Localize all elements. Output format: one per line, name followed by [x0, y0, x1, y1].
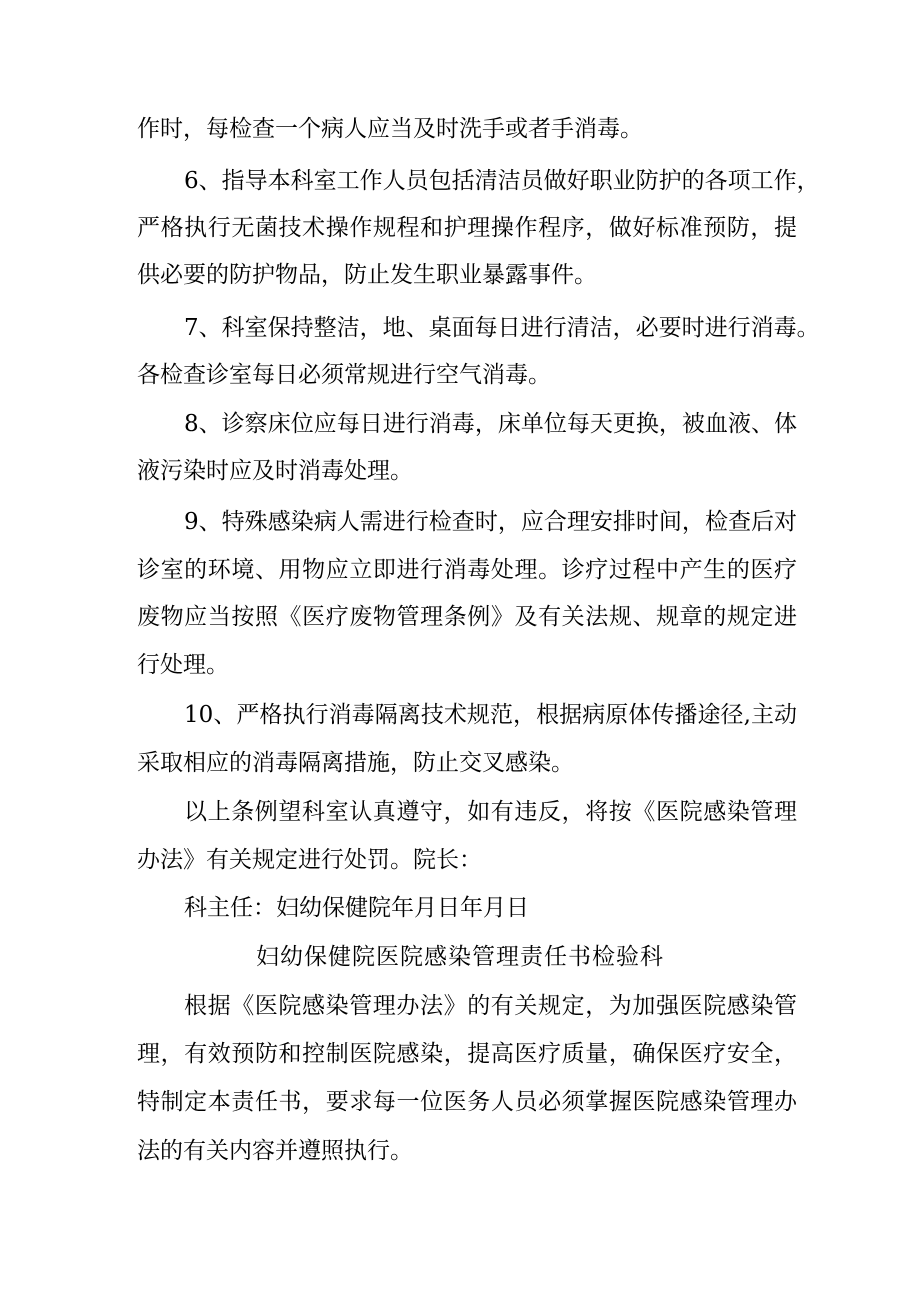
text-line: 9、特殊感染病人需进行检查时，应合理安排时间，检查后对	[184, 509, 797, 535]
text-line: 根据《医院感染管理办法》的有关规定，为加强医院感染管	[184, 993, 797, 1019]
text-line: 供必要的防护物品，防止发生职业暴露事件。	[137, 262, 597, 288]
text-line: 特制定本责任书，要求每一位医务人员必须掌握医院感染管理办	[137, 1089, 797, 1115]
section-title: 妇幼保健院医院感染管理责任书检验科	[256, 944, 664, 970]
text-line: 6、指导本科室工作人员包括清洁员做好职业防护的各项工作，	[184, 168, 820, 194]
text-line: 各检查诊室每日必须常规进行空气消毒。	[137, 362, 551, 388]
text-line: 8、诊察床位应每日进行消毒，床单位每天更换，被血液、体	[184, 411, 797, 437]
text-line: 行处理。	[137, 652, 229, 678]
text-line: 以上条例望科室认真遵守，如有违反，将按《医院感染管理	[184, 799, 797, 825]
text-line: 诊室的环境、用物应立即进行消毒处理。诊疗过程中产生的医疗	[137, 557, 797, 583]
text-line: 液污染时应及时消毒处理。	[137, 458, 413, 484]
text-line: 7、科室保持整洁，地、桌面每日进行清洁，必要时进行消毒。	[184, 315, 820, 341]
text-line: 作时，每检查一个病人应当及时洗手或者手消毒。	[137, 116, 643, 142]
text-line: 理，有效预防和控制医院感染，提高医疗质量，确保医疗安全，	[137, 1041, 797, 1067]
text-line: 严格执行无菌技术操作规程和护理操作程序，做好标准预防，提	[137, 215, 797, 241]
signature-line: 科主任：妇幼保健院年月日年月日	[184, 895, 529, 921]
text-line: 10、严格执行消毒隔离技术规范，根据病原体传播途径,主动	[184, 702, 797, 728]
text-line: 采取相应的消毒隔离措施，防止交叉感染。	[137, 750, 574, 776]
text-line: 法的有关内容并遵照执行。	[137, 1138, 413, 1164]
text-line: 办法》有关规定进行处罚。院长：	[137, 847, 482, 873]
text-line: 废物应当按照《医疗废物管理条例》及有关法规、规章的规定进	[137, 604, 797, 630]
